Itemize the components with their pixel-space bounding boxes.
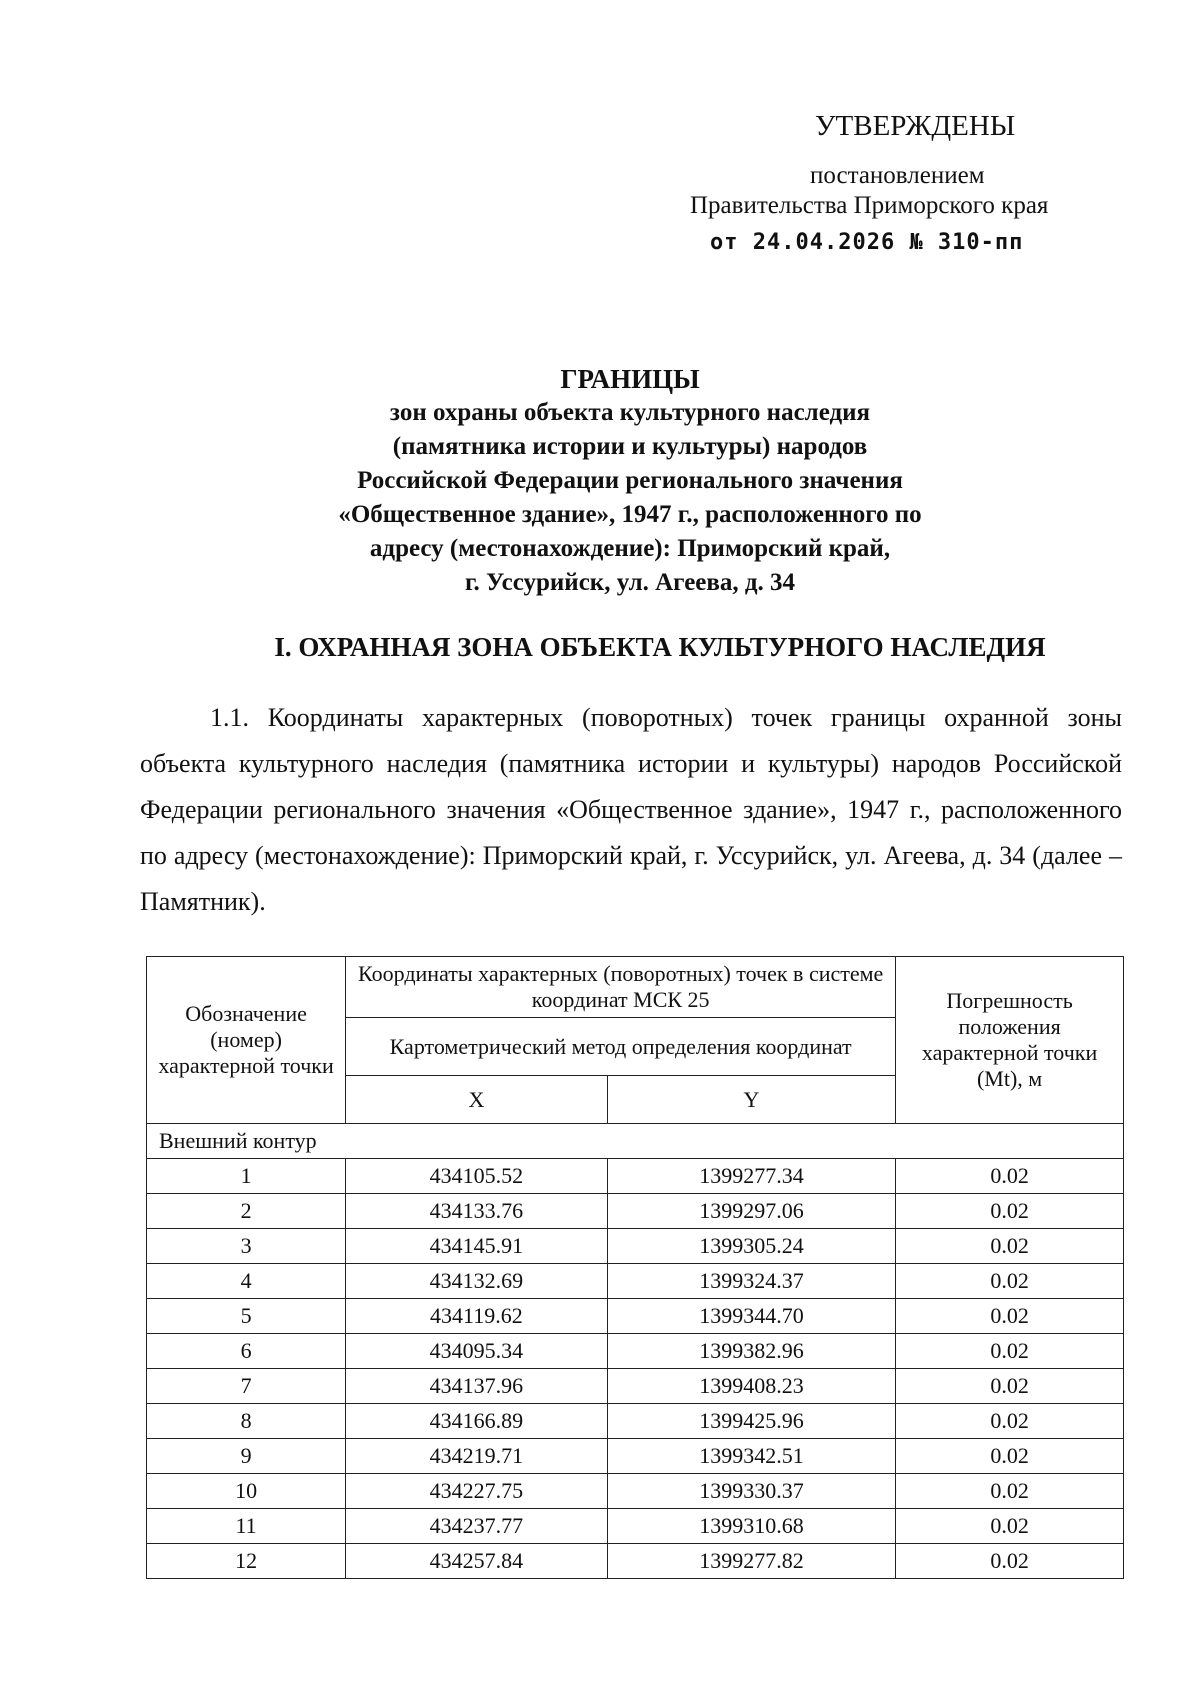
cell-y: 1399344.70	[607, 1299, 896, 1334]
cell-point: 7	[147, 1369, 346, 1404]
paragraph-text: 1.1. Координаты характерных (поворотных) точек границы охранной зоны объекта культурного наследия (памятника истории и культуры) народов Российской Федерации регионального значения «Общественное здание», 1947 г., расположенного по адресу (местонахождение): Приморский край, г. Уссурийск, ул. Агеева, д. 34 (далее – Памятник).	[140, 703, 1122, 916]
table-row	[147, 1509, 1124, 1544]
cell-y: 1399330.37	[607, 1474, 896, 1509]
table-row	[147, 1299, 1124, 1334]
table-body	[147, 1159, 1124, 1579]
heading-title: ГРАНИЦЫ	[560, 364, 700, 394]
header-point: Обозначение (номер) характерной точки	[147, 957, 346, 1124]
cell-error: 0.02	[896, 1404, 1124, 1439]
heading-line: зон охраны объекта культурного наследия	[389, 399, 871, 426]
cell-y: 1399277.82	[607, 1544, 896, 1579]
cell-point: 5	[147, 1299, 346, 1334]
cell-point: 8	[147, 1404, 346, 1439]
cell-y: 1399297.06	[607, 1194, 896, 1229]
cell-error: 0.02	[896, 1194, 1124, 1229]
cell-x: 434166.89	[346, 1404, 608, 1439]
cell-x: 434219.71	[346, 1439, 608, 1474]
approval-line-resolution: постановлением	[810, 162, 985, 189]
cell-error: 0.02	[896, 1229, 1124, 1264]
cell-error: 0.02	[896, 1439, 1124, 1474]
header-method: Картометрический метод определения координат	[346, 1018, 896, 1076]
header-y: Y	[607, 1076, 896, 1124]
cell-y: 1399425.96	[607, 1404, 896, 1439]
table-row	[147, 1439, 1124, 1474]
cell-point: 11	[147, 1509, 346, 1544]
cell-x: 434119.62	[346, 1299, 608, 1334]
cell-x: 434105.52	[346, 1159, 608, 1194]
heading-line: «Общественное здание», 1947 г., расположенного по	[338, 501, 922, 528]
table-row	[147, 1544, 1124, 1579]
cell-point: 2	[147, 1194, 346, 1229]
approval-line-government: Правительства Приморского края	[690, 192, 1049, 219]
table-row	[147, 1194, 1124, 1229]
header-x: X	[346, 1076, 608, 1124]
header-error: Погрешность положения характерной точки (Mt), м	[896, 957, 1124, 1124]
approval-date-number: от 24.04.2026 № 310-пп	[710, 230, 1024, 255]
cell-error: 0.02	[896, 1159, 1124, 1194]
document-heading	[100, 362, 1160, 600]
table-row	[147, 1334, 1124, 1369]
table-row	[147, 1229, 1124, 1264]
heading-line: (памятника истории и культуры) народов	[392, 433, 868, 460]
cell-y: 1399277.34	[607, 1159, 896, 1194]
cell-point: 4	[147, 1264, 346, 1299]
cell-error: 0.02	[896, 1264, 1124, 1299]
table-row	[147, 1369, 1124, 1404]
cell-x: 434257.84	[346, 1544, 608, 1579]
cell-error: 0.02	[896, 1474, 1124, 1509]
cell-x: 434227.75	[346, 1474, 608, 1509]
cell-error: 0.02	[896, 1334, 1124, 1369]
cell-error: 0.02	[896, 1509, 1124, 1544]
cell-point: 10	[147, 1474, 346, 1509]
cell-y: 1399305.24	[607, 1229, 896, 1264]
approval-title: УТВЕРЖДЕНЫ	[815, 110, 1016, 142]
cell-error: 0.02	[896, 1299, 1124, 1334]
cell-y: 1399408.23	[607, 1369, 896, 1404]
cell-point: 6	[147, 1334, 346, 1369]
cell-point: 1	[147, 1159, 346, 1194]
heading-line: адресу (местонахождение): Приморский край,	[369, 535, 891, 562]
table-row	[147, 1264, 1124, 1299]
coordinates-table	[146, 956, 1124, 1579]
heading-line: г. Уссурийск, ул. Агеева, д. 34	[464, 569, 796, 596]
paragraph-1-1	[140, 695, 1122, 925]
table-row	[147, 1474, 1124, 1509]
cell-x: 434137.96	[346, 1369, 608, 1404]
header-coords: Координаты характерных (поворотных) точек в системе координат МСК 25	[346, 957, 896, 1018]
cell-x: 434145.91	[346, 1229, 608, 1264]
cell-error: 0.02	[896, 1369, 1124, 1404]
cell-x: 434132.69	[346, 1264, 608, 1299]
cell-point: 3	[147, 1229, 346, 1264]
cell-y: 1399382.96	[607, 1334, 896, 1369]
cell-x: 434133.76	[346, 1194, 608, 1229]
cell-point: 9	[147, 1439, 346, 1474]
cell-y: 1399324.37	[607, 1264, 896, 1299]
section-title: I. ОХРАННАЯ ЗОНА ОБЪЕКТА КУЛЬТУРНОГО НАСЛЕДИЯ	[274, 632, 1046, 662]
group-label: Внешний контур	[147, 1124, 1124, 1159]
cell-y: 1399342.51	[607, 1439, 896, 1474]
table-row	[147, 1159, 1124, 1194]
cell-point: 12	[147, 1544, 346, 1579]
heading-line: Российской Федерации регионального значения	[357, 467, 903, 494]
cell-x: 434095.34	[346, 1334, 608, 1369]
table-row	[147, 1404, 1124, 1439]
cell-y: 1399310.68	[607, 1509, 896, 1544]
cell-x: 434237.77	[346, 1509, 608, 1544]
cell-error: 0.02	[896, 1544, 1124, 1579]
